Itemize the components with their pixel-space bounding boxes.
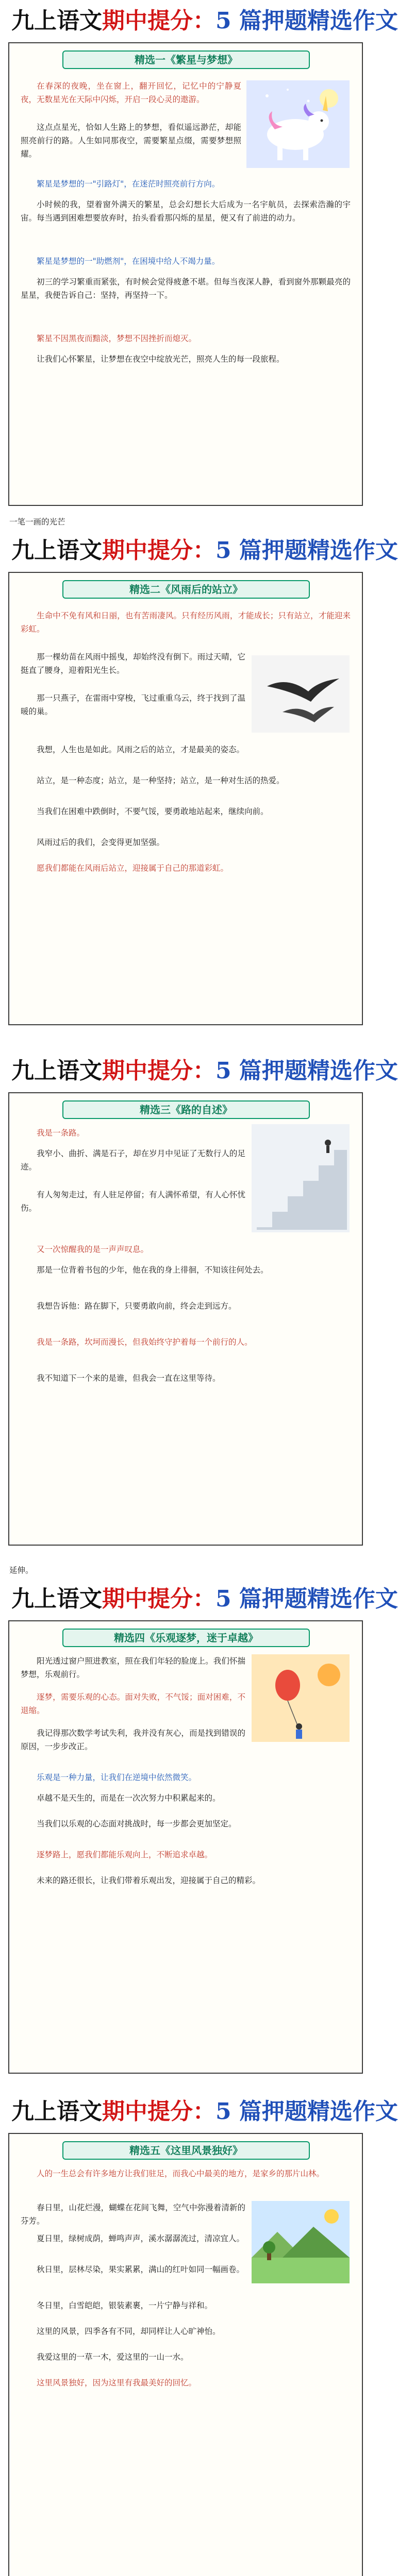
title-part-count: 5 篇押题精选作文 [215, 8, 398, 34]
essay-paragraph: 又一次惊醒我的是一声声叹息。 [37, 1245, 149, 1254]
essay-section-5 [0, 2092, 398, 2576]
title-part-exam: 期中提分： [102, 8, 215, 34]
essay-paragraph: 我不知道下一个来的是谁，但我会一直在这里等待。 [37, 1374, 221, 1383]
title-part-grade: 九上语文 [11, 537, 102, 564]
section-title [11, 536, 398, 566]
essay-banner: 精选三《路的自述》 [62, 1100, 310, 1119]
essay-paragraph: 春日里，山花烂漫，蝴蝶在花间飞舞，空气中弥漫着清新的芬芳。 [21, 2203, 245, 2226]
title-part-exam: 期中提分： [102, 1058, 215, 1084]
essay-paragraph: 阳光透过窗户照进教室，照在我们年轻的脸庞上。我们怀揣梦想，乐观前行。 [21, 1656, 245, 1679]
section-title [11, 1584, 398, 1614]
essay-banner: 精选二《风雨后的站立》 [62, 580, 310, 599]
essay-paragraph: 人的一生总会有许多地方让我们驻足，而我心中最美的地方，是家乡的那片山林。 [37, 2169, 325, 2178]
essay-paragraph: 我想告诉他：路在脚下，只要勇敢向前，终会走到远方。 [37, 1301, 237, 1311]
landscape-illustration [252, 2201, 350, 2283]
essay-banner: 精选四《乐观逐梦，迷于卓越》 [62, 1629, 310, 1647]
essay-section-4 [0, 1579, 398, 2094]
essay-paragraph: 夏日里，绿树成荫，蝉鸣声声，溪水潺潺流过，清凉宜人。 [37, 2234, 245, 2243]
balloon-illustration [252, 1654, 350, 1742]
essay-paragraph: 有人匆匆走过，有人驻足停留；有人满怀希望，有人心怀忧伤。 [21, 1190, 245, 1213]
loose-text: 一笔一画的光芒 [9, 517, 65, 527]
essay-paragraph: 生命中不免有风和日丽，也有苦雨凄风。只有经历风雨，才能成长；只有站立，才能迎来彩虹。 [21, 611, 351, 634]
unicorn-illustration [246, 80, 350, 168]
essay-paragraph: 秋日里，层林尽染，果实累累，满山的红叶如同一幅画卷。 [37, 2265, 245, 2274]
staircase-illustration [252, 1124, 350, 1232]
essay-paragraph: 逐梦，需要乐观的心态。面对失败，不气馁；面对困难，不退缩。 [21, 1692, 245, 1715]
essay-paragraph: 当我们以乐观的心态面对挑战时，每一步都会更加坚定。 [37, 1819, 237, 1828]
essay-paragraph: 逐梦路上，愿我们都能乐观向上，不断追求卓越。 [37, 1850, 213, 1859]
essay-paragraph: 我是一条路，坎坷而漫长，但我始终守护着每一个前行的人。 [37, 1337, 253, 1347]
essay-paragraph: 在春深的夜晚，坐在窗上，翻开回忆，记忆中的宁静夏夜，无数星光在天际中闪烁，开启一段心灵的遨游。 [21, 81, 241, 104]
essay-paragraph: 初三的学习繁重而紧张，有时候会觉得疲惫不堪。但每当夜深人静，看到窗外那颗最亮的星星，我便告诉自己：坚持，再坚持一下。 [21, 277, 351, 300]
title-part-count: 5 篇押题精选作文 [215, 1058, 398, 1084]
essay-paragraph: 卓越不是天生的，而是在一次次努力中积累起来的。 [37, 1793, 221, 1803]
essay-paragraph: 繁星不因黑夜而黯淡，梦想不因挫折而熄灭。 [37, 334, 197, 343]
essay-paragraph: 这里风景独好，因为这里有我最美好的回忆。 [37, 2378, 197, 2387]
title-part-count: 5 篇押题精选作文 [215, 2098, 398, 2125]
essay-paragraph: 这里的风景，四季各有不同，却同样让人心旷神怡。 [37, 2327, 221, 2336]
title-part-grade: 九上语文 [11, 1586, 102, 1612]
title-part-count: 5 篇押题精选作文 [215, 537, 398, 564]
essay-banner: 精选一《繁星与梦想》 [62, 50, 310, 69]
section-title [11, 6, 398, 36]
essay-paragraph: 风雨过后的我们，会变得更加坚强。 [37, 838, 165, 847]
essay-paragraph: 小时候的我，望着窗外满天的繁星，总会幻想长大后成为一名宇航员，去探索浩瀚的宇宙。每当遇到困难想要放弃时，抬头看看那闪烁的星星，便又有了前进的动力。 [21, 200, 351, 223]
essay-paragraph: 冬日里，白雪皑皑，银装素裹，一片宁静与祥和。 [37, 2301, 213, 2310]
title-part-exam: 期中提分： [102, 2098, 215, 2125]
essay-frame [8, 2133, 363, 2576]
essay-banner: 精选五《这里风景独好》 [62, 2141, 310, 2160]
essay-paragraph: 乐观是一种力量，让我们在逆境中依然微笑。 [37, 1773, 197, 1782]
title-part-grade: 九上语文 [11, 1058, 102, 1084]
essay-paragraph: 我爱这里的一草一木，爱这里的一山一水。 [37, 2352, 189, 2362]
essay-paragraph: 我记得那次数学考试失利，我并没有灰心，而是找到错误的原因，一步步改正。 [21, 1728, 245, 1751]
title-part-count: 5 篇押题精选作文 [215, 1586, 398, 1612]
essay-paragraph: 站立，是一种态度；站立，是一种坚持；站立，是一种对生活的热爱。 [37, 776, 285, 785]
essay-paragraph: 繁星是梦想的一"引路灯"，在迷茫时照亮前行方向。 [37, 179, 220, 189]
essay-paragraph: 这点点星光，恰如人生路上的梦想，看似遥远渺茫，却能照亮前行的路。人生如同那夜空，需要繁星点缀，需要梦想照耀。 [21, 123, 241, 159]
essay-paragraph: 繁星是梦想的一"助燃剂"，在困境中给人不竭力量。 [37, 257, 220, 266]
section-title [11, 1056, 398, 1086]
essay-frame [8, 1092, 363, 1546]
essay-paragraph: 未来的路还很长，让我们带着乐观出发，迎接属于自己的精彩。 [37, 1876, 261, 1885]
essay-paragraph: 那一棵幼苗在风雨中摇曳，却始终没有倒下。雨过天晴，它挺直了腰身，迎着阳光生长。 [21, 652, 245, 675]
title-part-exam: 期中提分： [102, 537, 215, 564]
essay-paragraph: 当我们在困难中跌倒时，不要气馁，要勇敢地站起来，继续向前。 [37, 807, 269, 816]
essay-paragraph: 那一只燕子，在雷雨中穿梭，飞过重重乌云，终于找到了温暖的巢。 [21, 693, 245, 716]
essay-paragraph: 那是一位背着书包的少年，他在我的身上徘徊，不知该往何处去。 [37, 1265, 269, 1275]
essay-paragraph: 我窄小、曲折、满是石子，却在岁月中见证了无数行人的足迹。 [21, 1149, 245, 1172]
title-part-grade: 九上语文 [11, 2098, 102, 2125]
essay-frame [8, 572, 363, 1025]
essay-paragraph: 愿我们都能在风雨后站立，迎接属于自己的那道彩虹。 [37, 863, 229, 873]
section-title [11, 2097, 398, 2127]
loose-text: 延伸。 [9, 1566, 34, 1575]
swallow-illustration [252, 655, 350, 733]
title-part-exam: 期中提分： [102, 1586, 215, 1612]
essay-section-2 [0, 531, 398, 1046]
essay-paragraph: 我想，人生也是如此。风雨之后的站立，才是最美的姿态。 [37, 745, 245, 754]
essay-section-1 [0, 0, 398, 515]
title-part-grade: 九上语文 [11, 8, 102, 34]
essay-section-3 [0, 1051, 398, 1566]
essay-frame [8, 42, 363, 506]
essay-paragraph: 让我们心怀繁星，让梦想在夜空中绽放光芒，照亮人生的每一段旅程。 [37, 354, 285, 364]
essay-paragraph: 我是一条路。 [37, 1128, 85, 1138]
essay-frame [8, 1620, 363, 2074]
